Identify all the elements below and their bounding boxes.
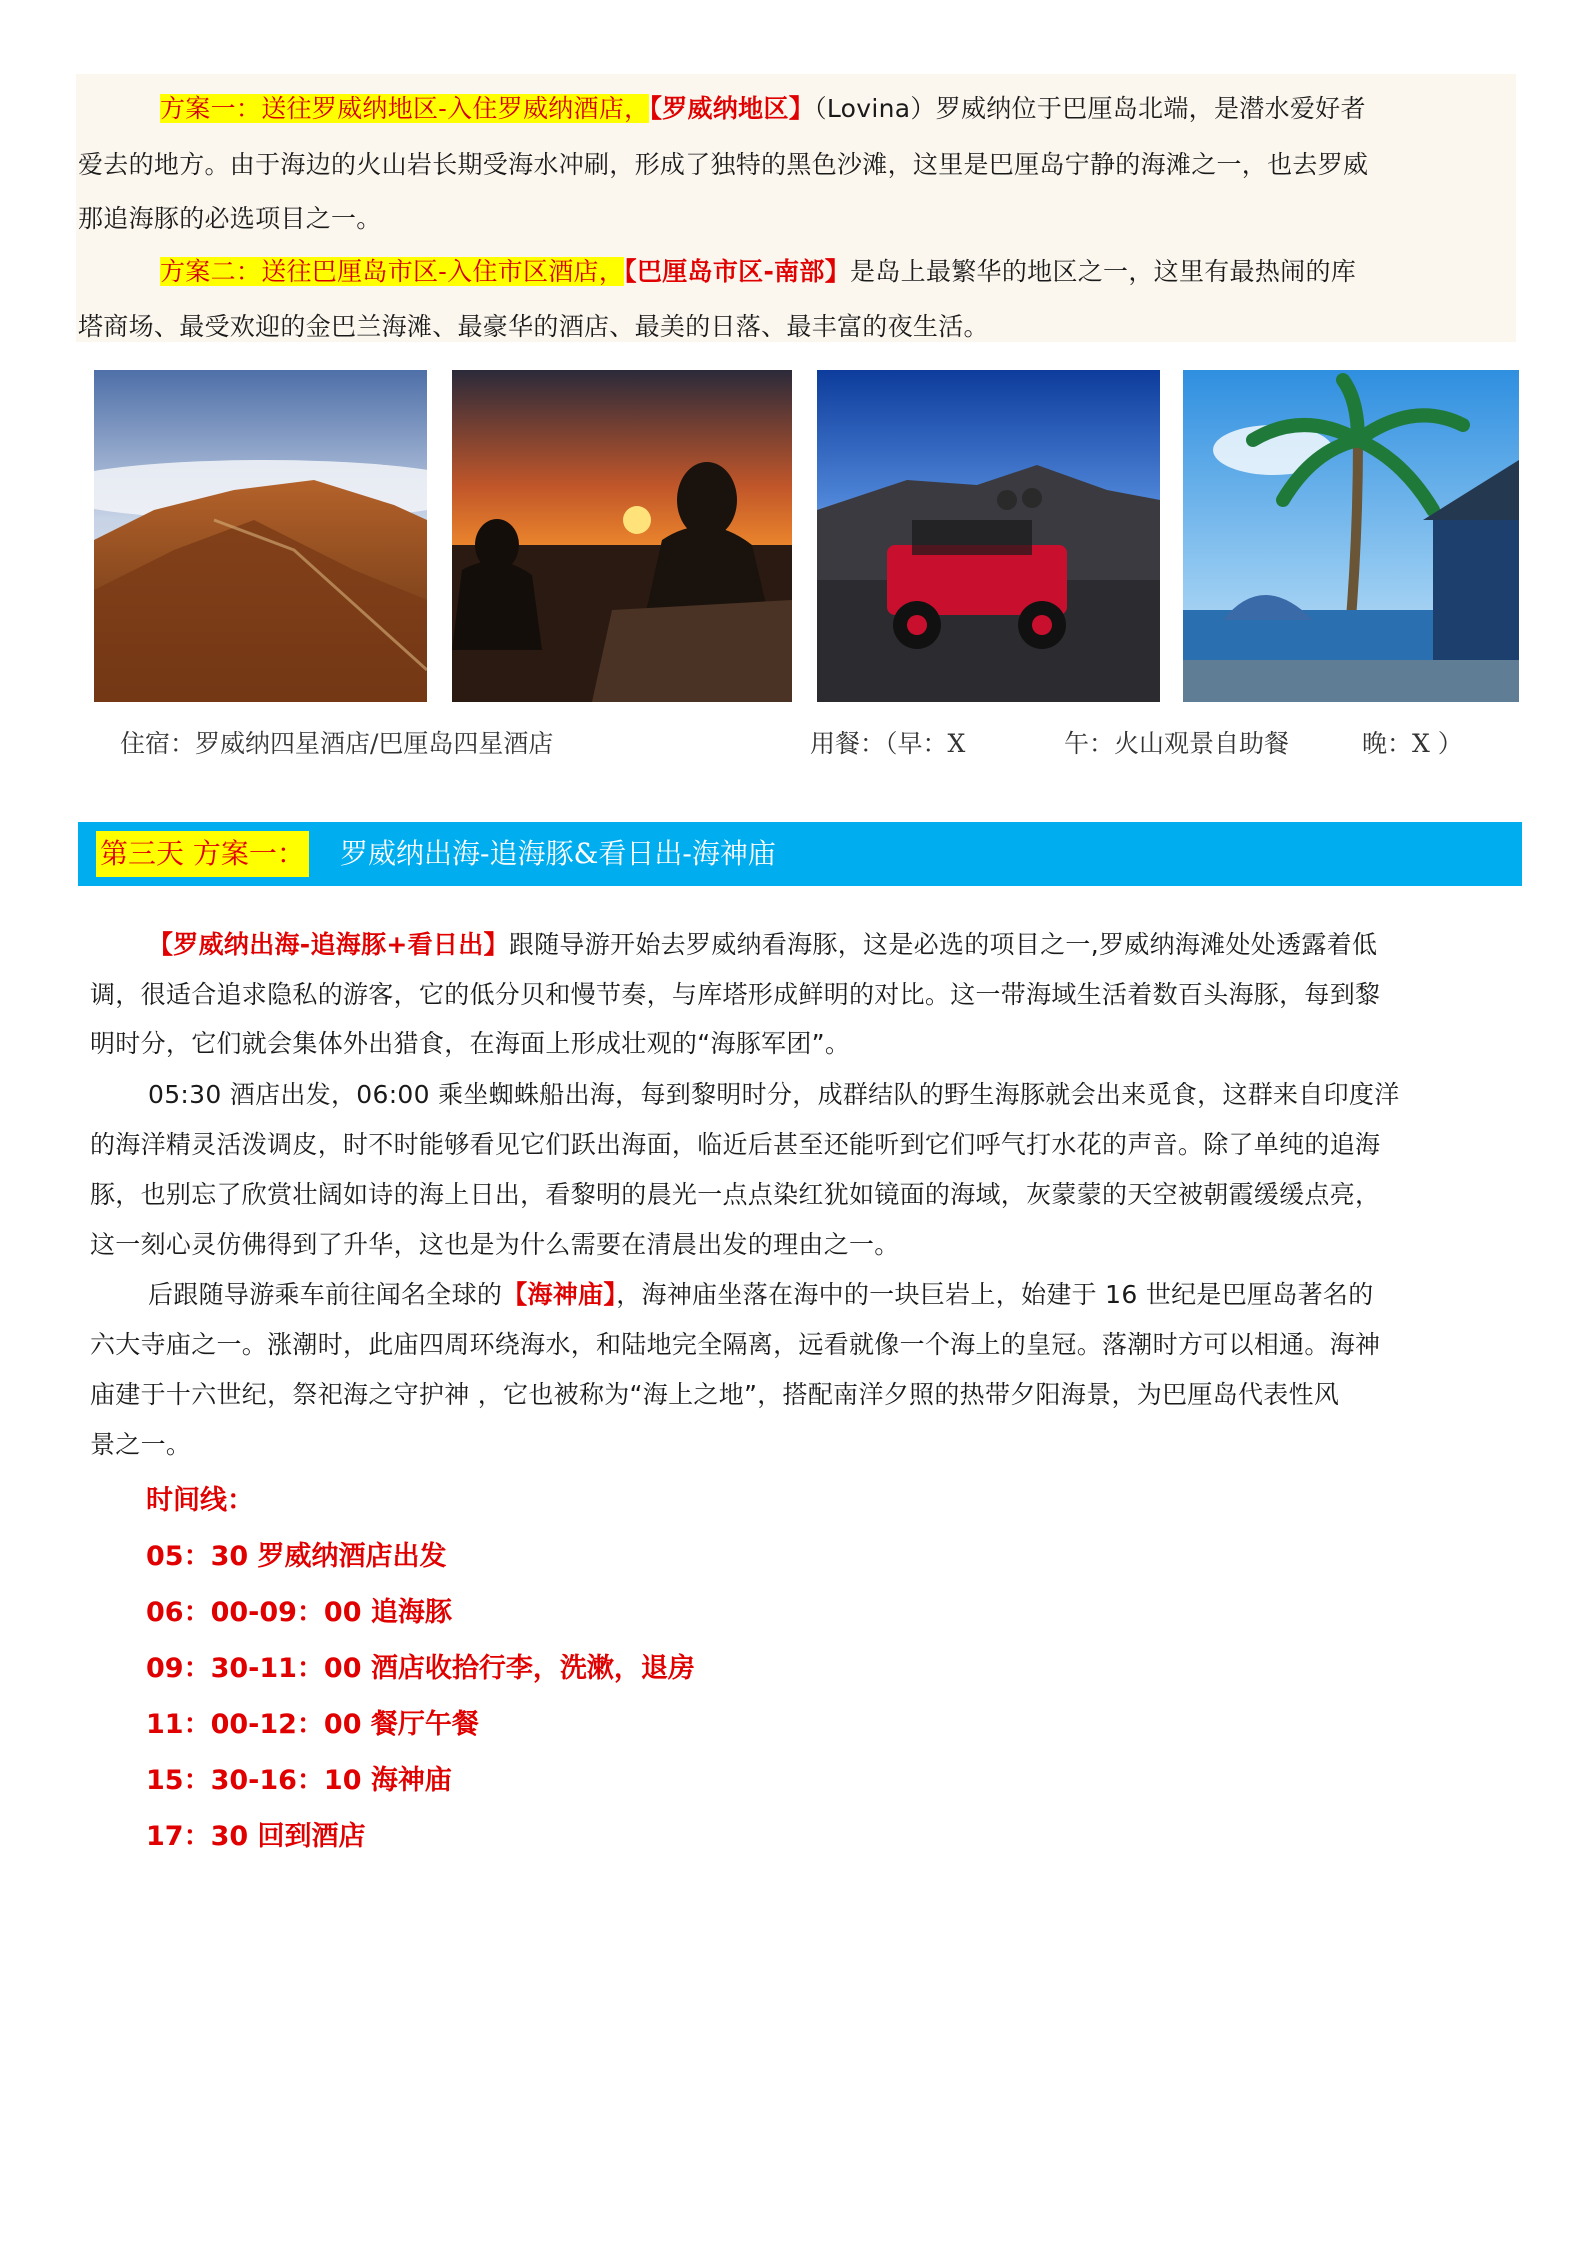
plan2-line2: 塔商场、最受欢迎的金巴兰海滩、最豪华的酒店、最美的日落、最丰富的夜生活。 [78,312,989,341]
p1-line3: 明时分，它们就会集体外出猎食，在海面上形成壮观的“海豚军团”。 [90,1029,851,1058]
plan1-line1 [160,84,1366,134]
p3-tag: 【海神庙】 [502,1280,617,1309]
p3-line3: 庙建于十六世纪，祭祀海之守护神 ，它也被称为“海上之地”，搭配南洋夕照的热带夕阳海景，为巴厘岛代表性风 [90,1380,1340,1409]
timeline-item: 05：30 罗威纳酒店出发 [146,1541,447,1572]
p3-pre: 后跟随导游乘车前往闻名全球的 [148,1280,503,1309]
timeline-item: 09：30-11：00 酒店收拾行李，洗漱，退房 [146,1653,695,1684]
p3-line2: 六大寺庙之一。涨潮时，此庙四周环绕海水，和陆地完全隔离，远看就像一个海上的皇冠。落潮时方可以相通。海神 [90,1330,1381,1359]
p3-line4: 景之一。 [90,1430,192,1459]
day3-prefix: 第三天 方案一： [96,831,309,877]
palm-beach-photo [1183,370,1519,702]
p2-line3: 豚，也别忘了欣赏壮阔如诗的海上日出，看黎明的晨光一点点染红犹如镜面的海域，灰蒙蒙的天空被朝霞缓缓点亮， [90,1180,1381,1209]
p2-line2: 的海洋精灵活泼调皮，时不时能够看见它们跃出海面，临近后甚至还能听到它们呼气打水花的声音。除了单纯的追海 [90,1130,1381,1159]
plan1-line2: 爱去的地方。由于海边的火山岩长期受海水冲刷，形成了独特的黑色沙滩，这里是巴厘岛宁静的海滩之一，也去罗威 [78,150,1369,179]
timeline-item: 15：30-16：10 海神庙 [146,1765,452,1796]
plan2-line1 [160,247,1356,297]
plan2-label: 方案二：送往巴厘岛市区-入住市区酒店， [160,257,625,286]
day3-title: 罗威纳出海-追海豚&看日出-海神庙 [340,837,776,870]
meal-dinner: 晚：X ） [1362,729,1463,758]
p2-line4: 这一刻心灵仿佛得到了升华，这也是为什么需要在清晨出发的理由之一。 [90,1230,900,1259]
meal-lunch: 午：火山观景自助餐 [1064,729,1290,758]
meal-breakfast: 用餐：（早：X [810,729,966,758]
mountain-clouds-photo [94,370,427,702]
plan2-text: 是岛上最繁华的地区之一，这里有最热闹的库 [850,257,1357,286]
plan1-line3: 那追海豚的必选项目之一。 [78,204,382,233]
p1-tag: 【罗威纳出海-追海豚+看日出】 [148,930,509,959]
timeline-item: 11：00-12：00 餐厅午餐 [146,1709,479,1740]
plan1-label: 方案一：送往罗威纳地区-入住罗威纳酒店， [160,94,650,123]
p3-line1 [148,1270,1374,1320]
timeline-item: 06：00-09：00 追海豚 [146,1597,452,1628]
p1-line2: 调，很适合追求隐私的游客，它的低分贝和慢节奏，与库塔形成鲜明的对比。这一带海域生活着数百头海豚，每到黎 [90,980,1381,1009]
photo-strip [0,370,1587,702]
sunset-photo [452,370,792,702]
p1-text: 跟随导游开始去罗威纳看海豚，这是必选的项目之一,罗威纳海滩处处透露着低 [508,930,1378,959]
p1-line1 [148,920,1377,970]
timeline-item: 17：30 回到酒店 [146,1821,366,1852]
jeep-volcano-photo [817,370,1160,702]
plan1-text: （Lovina）罗威纳位于巴厘岛北端，是潜水爱好者 [814,94,1366,123]
lodging-info: 住宿：罗威纳四星酒店/巴厘岛四星酒店 [120,729,554,758]
p2-line1: 05:30 酒店出发，06:00 乘坐蜘蛛船出海，每到黎明时分，成群结队的野生海豚就会出来觅食，这群来自印度洋 [148,1080,1400,1109]
timeline-title: 时间线： [146,1485,254,1516]
p3-text: ，海神庙坐落在海中的一块巨岩上，始建于 16 世纪是巴厘岛著名的 [616,1280,1374,1309]
plan2-tag: 【巴厘岛市区-南部】 [624,257,851,286]
plan1-tag: 【罗威纳地区】 [649,94,815,123]
